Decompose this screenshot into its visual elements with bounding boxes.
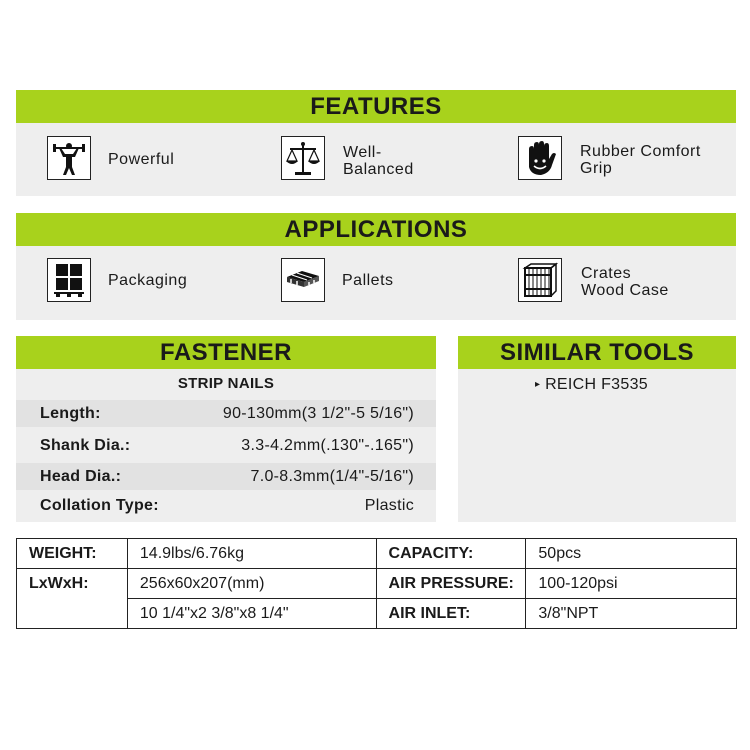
triangle-bullet-icon: ▸ bbox=[535, 379, 541, 390]
fastener-row-value: Plastic bbox=[364, 497, 414, 514]
applications-title: APPLICATIONS bbox=[16, 213, 736, 246]
fastener-row-label: Head Dia.: bbox=[40, 468, 122, 485]
similar-tool-item[interactable] bbox=[535, 376, 648, 394]
fastener-subtitle: STRIP NAILS bbox=[177, 375, 275, 392]
fastener-row-value: 90-130mm(3 1/2"-5 5/16") bbox=[222, 405, 414, 422]
air-inlet-label: AIR INLET: bbox=[376, 599, 526, 629]
application-label-crates: Crates Wood Case bbox=[581, 265, 669, 299]
fastener-row bbox=[16, 463, 436, 490]
weight-label: WEIGHT: bbox=[17, 539, 128, 569]
weightlifter-icon bbox=[47, 136, 91, 180]
fastener-row bbox=[16, 400, 436, 427]
similar-tools-title: SIMILAR TOOLS bbox=[458, 336, 736, 369]
application-label-pallets: Pallets bbox=[342, 272, 394, 289]
fastener-row-value: 3.3-4.2mm(.130"-.165") bbox=[241, 437, 414, 454]
features-title: FEATURES bbox=[16, 90, 736, 123]
dimensions-label: LxWxH: bbox=[17, 569, 128, 629]
air-inlet-value: 3/8"NPT bbox=[526, 599, 737, 629]
crate-icon bbox=[518, 258, 562, 302]
pallet-icon bbox=[281, 258, 325, 302]
packaging-icon bbox=[47, 258, 91, 302]
capacity-label: CAPACITY: bbox=[376, 539, 526, 569]
feature-label-powerful: Powerful bbox=[108, 151, 175, 168]
application-label-packaging: Packaging bbox=[108, 272, 188, 289]
balance-scale-icon bbox=[281, 136, 325, 180]
fastener-row-label: Length: bbox=[40, 405, 101, 422]
spec-row bbox=[17, 539, 737, 569]
fastener-row bbox=[16, 492, 436, 519]
fastener-row-label: Shank Dia.: bbox=[40, 437, 131, 454]
feature-label-well-balanced: Well- Balanced bbox=[343, 144, 414, 178]
air-pressure-label: AIR PRESSURE: bbox=[376, 569, 526, 599]
capacity-value: 50pcs bbox=[526, 539, 737, 569]
dimensions-metric-value: 256x60x207(mm) bbox=[127, 569, 376, 599]
similar-tool-label: REICH F3535 bbox=[545, 376, 648, 393]
air-pressure-value: 100-120psi bbox=[526, 569, 737, 599]
weight-value: 14.9lbs/6.76kg bbox=[127, 539, 376, 569]
spec-row bbox=[17, 569, 737, 599]
feature-label-grip: Rubber Comfort Grip bbox=[580, 143, 701, 177]
fastener-title: FASTENER bbox=[16, 336, 436, 369]
spec-table bbox=[16, 538, 737, 629]
fastener-row-value: 7.0-8.3mm(1/4"-5/16") bbox=[250, 468, 414, 485]
fastener-row-label: Collation Type: bbox=[40, 497, 159, 514]
glove-icon bbox=[518, 136, 562, 180]
dimensions-imperial-value: 10 1/4"x2 3/8"x8 1/4" bbox=[127, 599, 376, 629]
fastener-row bbox=[16, 432, 436, 459]
